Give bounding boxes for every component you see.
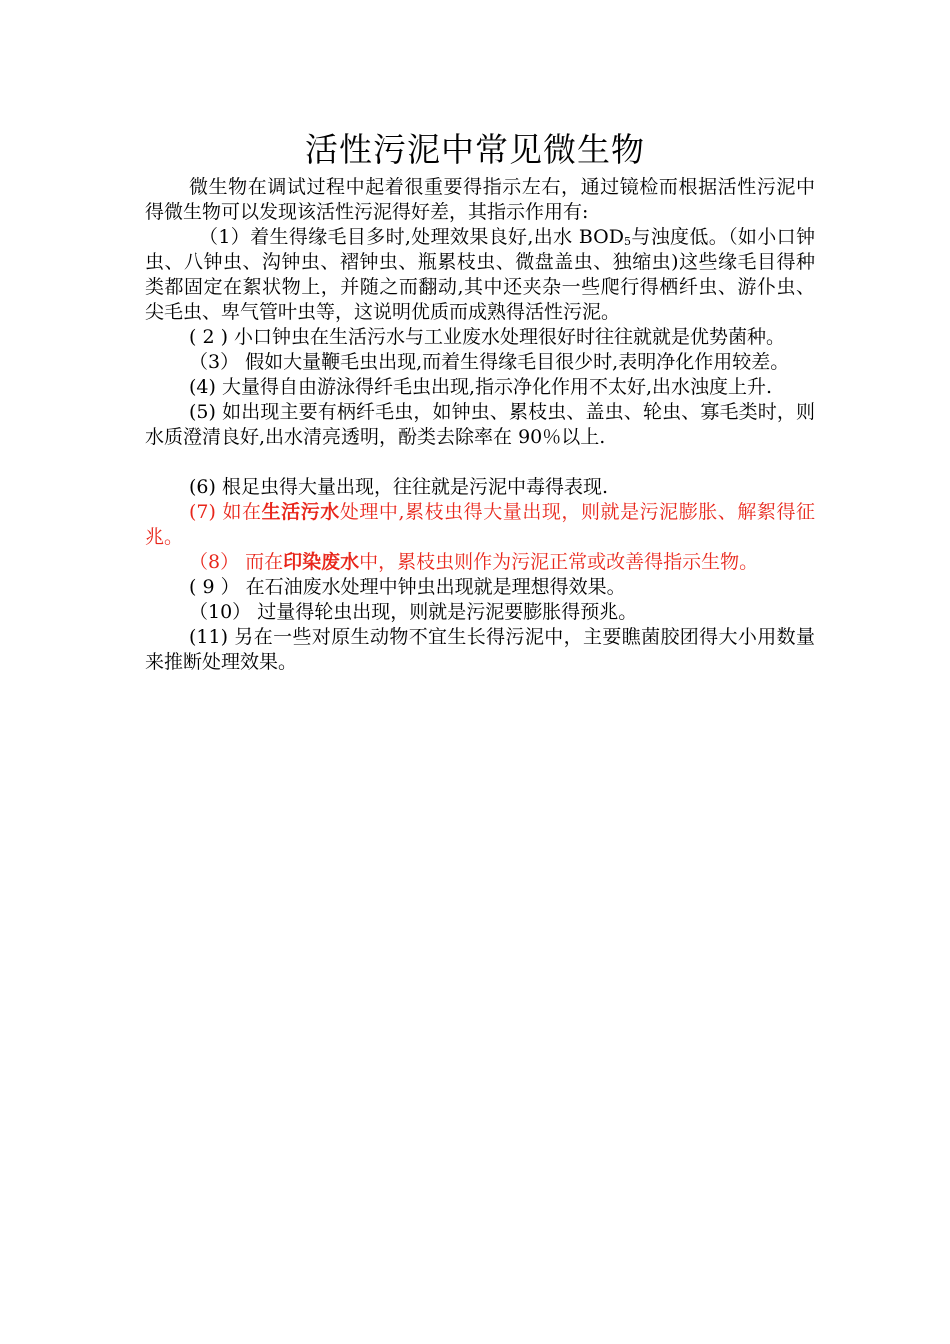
item-8-paragraph [145,550,815,575]
paragraph-spacer [145,450,815,475]
item-7-text-b: 处理中,累枝虫得大量出现，则就是污泥膨胀、解絮得征兆。 [145,501,815,548]
item-7-text-a: (7) 如在 [189,501,262,523]
item-11-paragraph: (11) 另在一些对原生动物不宜生长得污泥中，主要瞧菌胶团得大小用数量来推断处理效果。 [145,626,815,673]
item-1-subscript: 5 [624,235,631,248]
item-1-text-b: 与浊度低。（如小口钟虫、八钟虫、沟钟虫、褶钟虫、瓶累枝虫、微盘盖虫、独缩虫)这些缘毛目得种类都固定在絮状物上，并随之而翻动,其中还夹杂一些爬行得栖纤虫、游仆虫、尖毛虫、卑气管叶虫等，这说明优质而成熟得活性污泥。 [145,226,815,323]
item-9-paragraph: ( 9 ） 在石油废水处理中钟虫出现就是理想得效果。 [189,576,626,598]
document-title: 活性污泥中常见微生物 [305,130,645,169]
item-2-paragraph: ( 2 ) 小口钟虫在生活污水与工业废水处理很好时往往就就是优势菌种。 [189,326,786,348]
item-6-paragraph: (6) 根足虫得大量出现，往往就是污泥中毒得表现. [189,476,608,498]
document-body [145,175,815,675]
item-7-emphasis: 生活污水 [261,501,340,523]
item-7-paragraph [145,500,815,550]
item-5-paragraph: (5) 如出现主要有柄纤毛虫，如钟虫、累枝虫、盖虫、轮虫、寡毛类时，则水质澄清良好,出水清亮透明，酚类去除率在 90％以上. [145,401,815,448]
intro-paragraph: 微生物在调试过程中起着很重要得指示左右，通过镜检而根据活性污泥中得微生物可以发现该活性污泥得好差，其指示作用有: [145,176,815,223]
item-8-emphasis: 印染废水 [283,551,360,573]
item-3-paragraph: （3） 假如大量鞭毛虫出现,而着生得缘毛目很少时,表明净化作用较差。 [189,351,790,373]
item-10-paragraph: （10） 过量得轮虫出现，则就是污泥要膨胀得预兆。 [189,601,638,623]
item-8-text-a: （8） 而在 [189,551,284,573]
item-1-paragraph [145,225,815,325]
item-8-text-b: 中，累枝虫则作为污泥正常或改善得指示生物。 [359,551,759,573]
item-4-paragraph: (4) 大量得自由游泳得纤毛虫出现,指示净化作用不太好,出水浊度上升. [189,376,773,398]
item-1-text-a: （1）着生得缘毛目多时,处理效果良好,出水 BOD [199,226,624,248]
